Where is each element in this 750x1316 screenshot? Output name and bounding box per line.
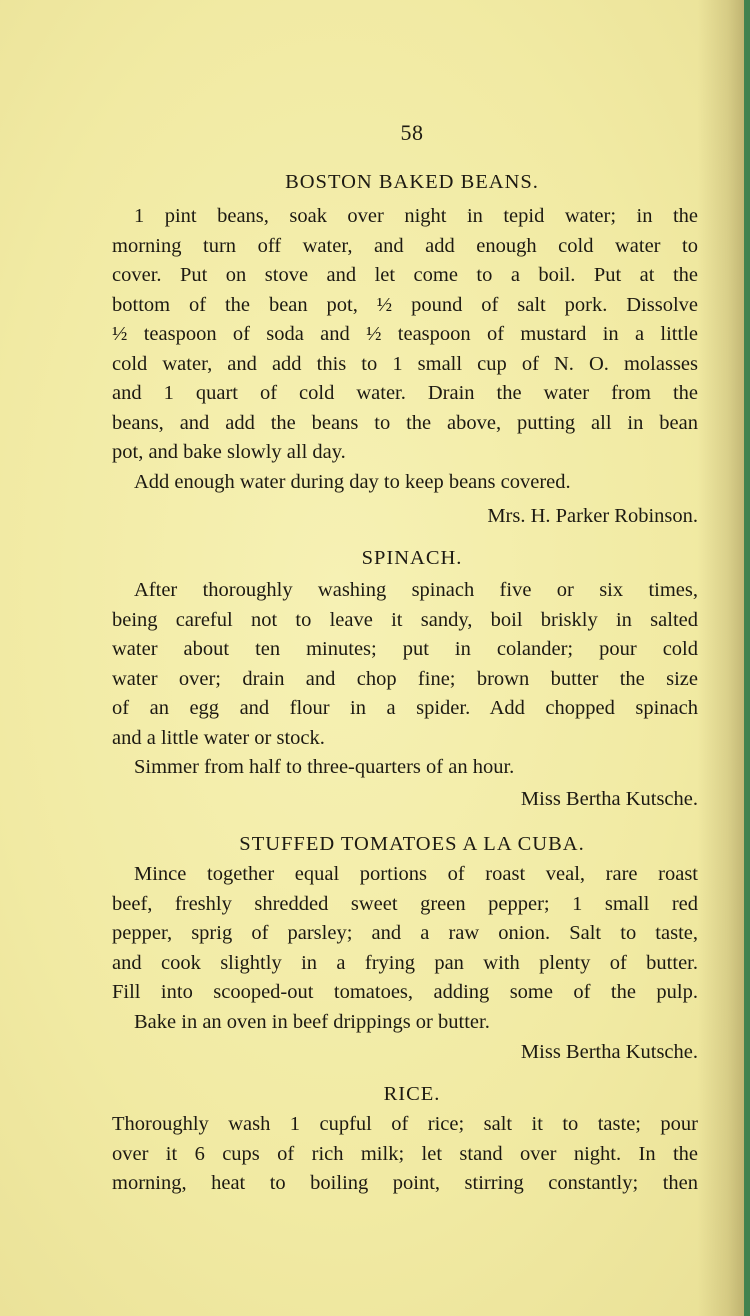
text-line: water about ten minutes; put in colander; pour cold: [112, 638, 698, 660]
text-line: pepper, sprig of parsley; and a raw onion. Salt to taste,: [112, 922, 698, 944]
text-line: beef, freshly shredded sweet green pepper; 1 small red: [112, 892, 698, 915]
recipe-title-stuffed-tomatoes: STUFFED TOMATOES A LA CUBA.: [239, 833, 585, 855]
text-line: and a little water or stock.: [112, 726, 325, 749]
text-line: beans, and add the beans to the above, putting all in bean: [112, 411, 698, 434]
text-line: 1 pint beans, soak over night in tepid water; in the: [134, 205, 698, 227]
recipe-author: Miss Bertha Kutsche.: [520, 1041, 698, 1063]
text-line: over it 6 cups of rich milk; let stand over night. In the: [112, 1142, 698, 1165]
text-line: ½ teaspoon of soda and ½ teaspoon of mustard in a little: [112, 323, 698, 345]
text-line: cover. Put on stove and let come to a boil. Put at the: [112, 264, 698, 286]
text-line: of an egg and flour in a spider. Add chopped spinach: [112, 697, 698, 719]
page-edge: [744, 0, 750, 1316]
text-line: morning turn off water, and add enough cold water to: [112, 234, 698, 257]
text-line: and cook slightly in a frying pan with plenty of butter.: [112, 951, 698, 974]
recipe-author: Miss Bertha Kutsche.: [520, 788, 698, 810]
recipe-title-boston-baked-beans: BOSTON BAKED BEANS.: [285, 171, 539, 193]
text-line: cold water, and add this to 1 small cup of N. O. molasses: [112, 352, 698, 375]
text-line: After thoroughly washing spinach five or six times,: [134, 579, 698, 601]
text-line: Simmer from half to three-quarters of an hour.: [134, 756, 515, 778]
text-line: Mince together equal portions of roast veal, rare roast: [134, 863, 698, 885]
text-line: bottom of the bean pot, ½ pound of salt pork. Dissolve: [112, 293, 698, 316]
text-line: Fill into scooped-out tomatoes, adding some of the pulp.: [112, 981, 698, 1003]
page-number: 58: [400, 120, 424, 145]
text-line: Bake in an oven in beef drippings or butter.: [134, 1010, 490, 1033]
text-line: morning, heat to boiling point, stirring constantly; then: [112, 1172, 698, 1194]
text-line: pot, and bake slowly all day.: [112, 441, 346, 463]
text-line: water over; drain and chop fine; brown butter the size: [112, 667, 698, 690]
recipe-body-stuffed-tomatoes: [112, 860, 698, 1037]
text-line: and 1 quart of cold water. Drain the water from the: [112, 382, 698, 404]
text-line: Add enough water during day to keep beans covered.: [134, 470, 571, 493]
recipe-author: Mrs. H. Parker Robinson.: [487, 505, 698, 527]
recipe-body-rice: [112, 1110, 698, 1199]
text-line: Thoroughly wash 1 cupful of rice; salt it to taste; pour: [112, 1113, 698, 1135]
text-line: being careful not to leave it sandy, boil briskly in salted: [112, 608, 698, 631]
recipe-title-spinach: SPINACH.: [361, 547, 463, 569]
recipe-body-spinach: [112, 576, 698, 783]
recipe-title-rice: RICE.: [383, 1083, 441, 1105]
recipe-body-boston-baked-beans: [112, 202, 698, 497]
